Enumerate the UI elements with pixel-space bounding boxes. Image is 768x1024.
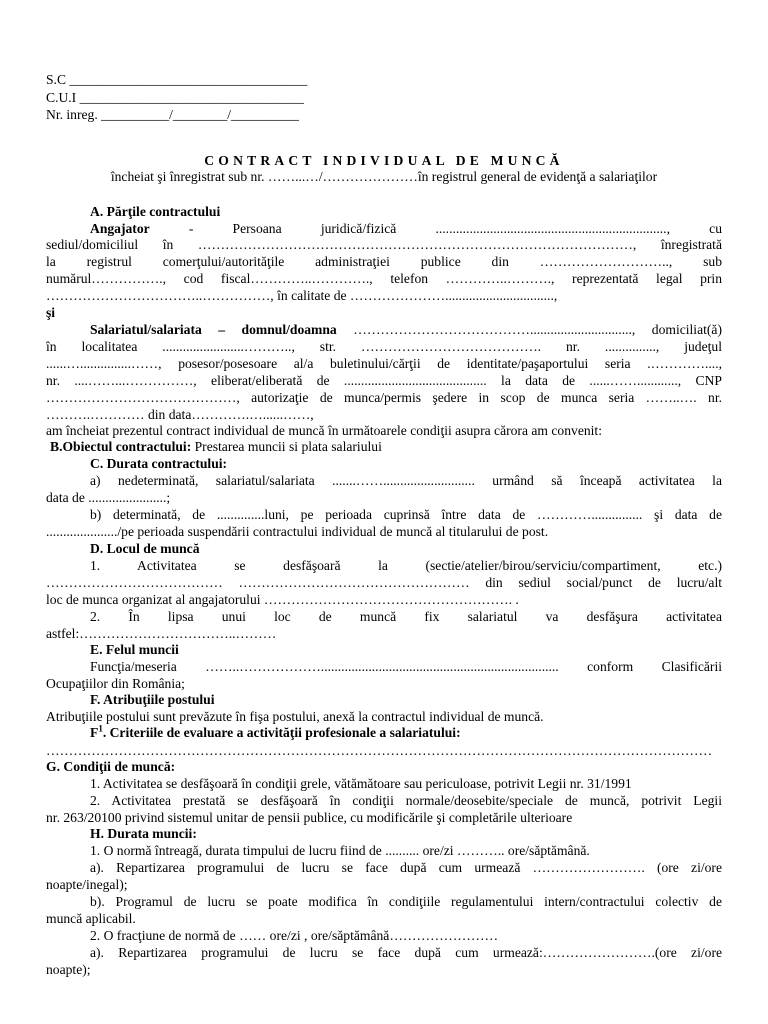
section-d-line-4: 2. În lipsa unui loc de muncă fix salariatul va desfăşura activitatea (90, 609, 722, 624)
salariat-line-4: nr. ....……...……………, eliberat/eliberată de .......................................... la data de ......……............, CNP (46, 373, 722, 388)
section-h-heading: H. Durata muncii: (90, 826, 197, 841)
angajator-line-1 (90, 220, 722, 237)
angajator-line-5: ……………………………..……………, în calitate de …………………................................, (46, 288, 558, 303)
section-b-heading: B.Obiectul contractului: (50, 439, 192, 454)
and-conjunction: şi (46, 305, 56, 320)
salariat-label: Salariatul/salariata – domnul/doamna (90, 322, 337, 337)
section-e-line-2: Ocupaţiilor din România; (46, 676, 185, 691)
section-g-line-3: nr. 263/20100 privind sistemul unitar de pensii publice, cu modificările şi completările ulterioare (46, 810, 573, 825)
section-b-text: Prestarea muncii si plata salariului (191, 439, 382, 454)
section-c-line-1: a) nedeterminată, salariatul/salariata .......……........................... urmând să înceapă activitatea la (90, 473, 722, 488)
angajator-line-1-text: - Persoana juridică/fizică ...................................................................., cu (188, 221, 722, 236)
company-name-field: S.C ___________________________________ (46, 72, 308, 87)
section-e-line-1: Funcţia/meseria ……..………………...................................................................... conform Clasificării (90, 659, 722, 674)
section-h-line-1: 1. O normă întreagă, durata timpului de lucru fiind de .......... ore/zi ……….. ore/săptămână. (90, 843, 590, 858)
section-f1-heading-letter: F (90, 725, 99, 740)
section-c-heading: C. Durata contractului: (90, 456, 228, 471)
salariat-line-1 (90, 321, 722, 338)
section-h-line-5: muncă aplicabil. (46, 911, 136, 926)
salariat-line-6: ……….………… din data………….…......……, (46, 407, 314, 422)
section-f1-heading-text: . Criteriile de evaluare a activităţii profesionale a salariatului: (102, 725, 461, 740)
section-a-heading: A. Părţile contractului (90, 204, 221, 219)
agreement-line: am încheiat prezentul contract individual de muncă în următoarele condiţii asupra cărora am convenit: (46, 423, 602, 438)
angajator-label: Angajator (90, 221, 150, 236)
section-f-heading: F. Atribuţiile postului (90, 692, 215, 707)
section-f1-heading-sup: 1 (98, 724, 103, 734)
section-d-line-2: ………………………………… …………………………………………… din sediul social/punct de lucru/alt (46, 575, 722, 590)
section-d-line-5: astfel:……………………………..……… (46, 626, 277, 641)
section-e-heading: E. Felul muncii (90, 642, 179, 657)
cui-field: C.U.I _________________________________ (46, 90, 304, 105)
section-c-line-2: data de .......................; (46, 490, 171, 505)
angajator-line-3: la registrul comerţului/autorităţile administraţiei publice din ……………………….., sub (46, 254, 722, 269)
salariat-line-2: în localitatea ........................……….., str. …………………………………. nr. ..............., judeţul (46, 339, 722, 354)
section-d-line-1: 1. Activitatea se desfăşoară la (sectie/atelier/birou/serviciu/compartiment, etc.) (90, 558, 722, 573)
section-d-heading: D. Locul de muncă (90, 541, 200, 556)
section-b-line (50, 438, 726, 455)
section-h-line-3: noapte/inegal); (46, 877, 128, 892)
section-h-line-4: b). Programul de lucru se poate modifica în condiţiile regulamentului intern/contractului colectiv de (90, 894, 722, 909)
document-subtitle: încheiat şi înregistrat sub nr. ……...…/…………………în registrul general de evidenţă a salariaţilor (110, 169, 658, 184)
salariat-line-1-text: ………………………………….............................., domiciliat(ă) (353, 322, 722, 337)
section-g-line-2: 2. Activitatea prestată se desfăşoară în condiţii normale/deosebite/speciale de muncă, potrivit Legii (90, 793, 722, 808)
salariat-line-5: ……………………………………, autorizaţie de munca/permis şedere in scop de munca seria ……..…. nr. (46, 390, 722, 405)
section-d-line-3: loc de munca organizat al angajatorului ………………………………………………. . (46, 592, 519, 607)
document-title: CONTRACT INDIVIDUAL DE MUNCĂ (204, 153, 564, 168)
section-f-line-1: Atribuţiile postului sunt prevăzute în fişa postului, anexă la contractul individual de muncă. (46, 709, 544, 724)
section-h-line-8: noapte); (46, 962, 91, 977)
section-f1-heading (90, 724, 722, 741)
section-h-line-6: 2. O fracţiune de normă de …… ore/zi , ore/săptămână…………………… (90, 928, 499, 943)
angajator-line-2: sediul/domiciliul în ……………………………………………………………………………………, înregistrată (46, 237, 722, 252)
angajator-line-4: numărul……………., cod fiscal…………..…………., telefon …………..………., reprezentată legal prin (46, 271, 722, 286)
section-h-line-7: a). Repartizarea programului de lucru se face după cum urmează:…………………….(ore zi/ore (90, 945, 722, 960)
section-c-line-4: ...................../pe perioada suspendării contractului individual de muncă al titularului de post. (46, 524, 549, 539)
section-h-line-2: a). Repartizarea programului de lucru se face după cum urmează ……………………. (ore zi/ore (90, 860, 722, 875)
registration-number-field: Nr. inreg. __________/________/__________ (46, 107, 299, 122)
section-f1-dots: ………………………………………………………………………………………………………………………………… (46, 743, 713, 758)
section-g-heading: G. Condiţii de muncă: (46, 759, 176, 774)
section-c-line-3: b) determinată, de ..............luni, pe perioada cuprinsă între data de …………............... şi data de (90, 507, 722, 522)
section-g-line-1: 1. Activitatea se desfăşoară în condiţii grele, vătămătoare sau periculoase, potrivit Legii nr. 31/1991 (90, 776, 632, 791)
salariat-line-3: ......…...............……, posesor/posesoare al/a buletinului/cărţii de identitate/paşaportului seria .…………...., (46, 356, 722, 371)
